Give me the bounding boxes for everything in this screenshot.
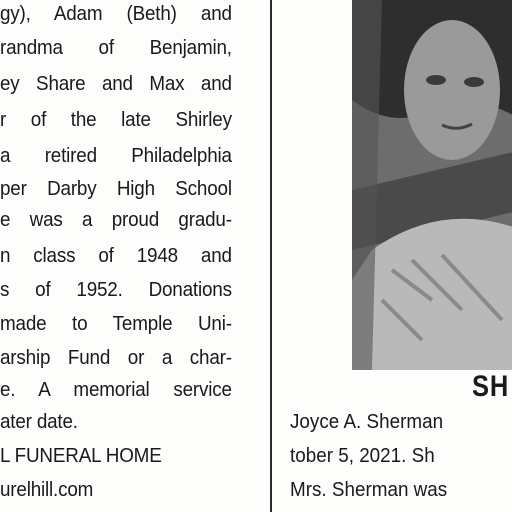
obituary-text-line: e. A memorial service — [0, 378, 232, 401]
obituary-text-line: ey Share and Max and — [0, 72, 232, 95]
obituary-text-line: Mrs. Sherman was — [290, 478, 448, 501]
obituary-text-line: per Darby High School — [0, 177, 232, 200]
funeral-home-website: urelhill.com — [0, 478, 94, 501]
obituary-text-line: randma of Benjamin, — [0, 36, 232, 59]
obituary-text-line: n class of 1948 and — [0, 244, 232, 267]
portrait-photo-art — [352, 0, 512, 370]
deceased-surname-heading: SH — [472, 370, 510, 403]
obituary-text-line: s of 1952. Donations — [0, 278, 232, 301]
obituary-text-line: a retired Philadelphia — [0, 144, 232, 167]
obituary-text-line: made to Temple Uni- — [0, 312, 232, 335]
portrait-photo — [352, 0, 512, 370]
obituary-text-line: e was a proud gradu- — [0, 208, 232, 231]
obituary-text-line: gy), Adam (Beth) and — [0, 2, 232, 25]
obituary-text-line: r of the late Shirley — [0, 108, 232, 131]
obituary-text-line: Joyce A. Sherman — [290, 410, 444, 433]
obituary-text-line: tober 5, 2021. Sh — [290, 444, 435, 467]
obituary-text-line: arship Fund or a char- — [0, 346, 232, 369]
obituary-text-line: ater date. — [0, 410, 78, 433]
right-column — [272, 0, 512, 512]
funeral-home-name: L FUNERAL HOME — [0, 444, 162, 467]
